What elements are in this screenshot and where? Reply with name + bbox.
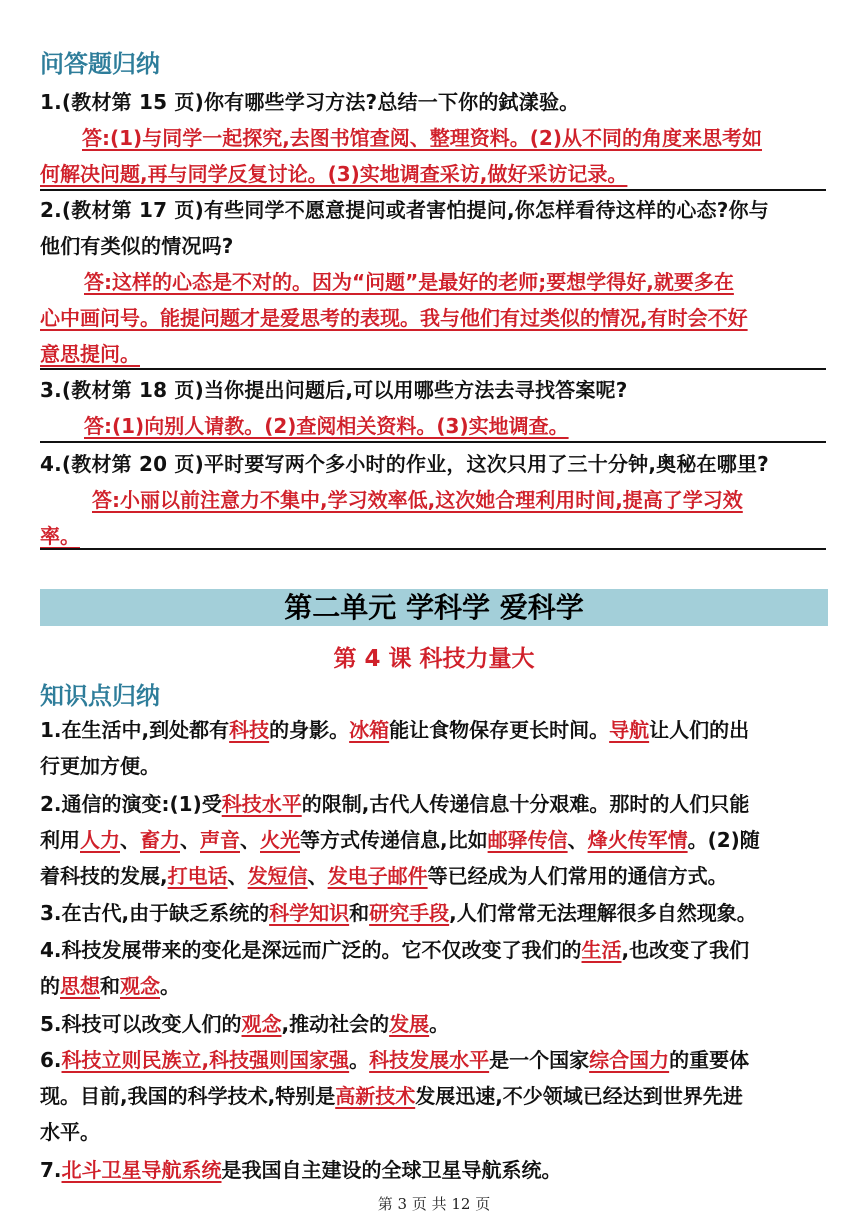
text-run: 3.在古代,由于缺乏系统的: [40, 901, 270, 925]
keyword: 观念: [120, 974, 160, 998]
text-run: 、: [180, 828, 200, 852]
answer-1: [40, 120, 830, 156]
knowledge-line: [40, 786, 830, 822]
keyword: 科技: [229, 718, 270, 742]
keyword: 发电子邮件: [327, 864, 428, 888]
answer-line: 意思提问。: [40, 342, 140, 366]
text-run: 。: [349, 1048, 370, 1072]
answer-4: [40, 482, 830, 518]
text-run: 、: [307, 864, 328, 888]
text-run: 着科技的发展,: [40, 864, 168, 888]
text-run: 的限制,古代人传递信息十分艰难。那时的人们只能: [301, 792, 750, 816]
text-run: 2.通信的演变:(1)受: [40, 792, 222, 816]
answer-1-cont: [40, 156, 830, 192]
answer-line: 率。: [40, 524, 80, 548]
knowledge-point-1: [40, 712, 830, 784]
knowledge-line: [40, 1152, 830, 1188]
text-run: 5.科技可以改变人们的: [40, 1012, 242, 1036]
answer-line: 答:(1)与同学一起探究,去图书馆查阅、整理资料。(2)从不同的角度来思考如: [82, 126, 762, 150]
keyword: 科技发展水平: [369, 1048, 490, 1072]
keyword: 人力: [80, 828, 120, 852]
knowledge-point-3: [40, 895, 830, 931]
text-run: 等方式传递信息,比如: [300, 828, 488, 852]
keyword: 高新技术: [335, 1084, 416, 1108]
knowledge-line: [40, 822, 830, 858]
answer-line: 答:这样的心态是不对的。因为“问题”是最好的老师;要想学得好,就要多在: [84, 270, 734, 294]
text-run: 。: [160, 974, 180, 998]
keyword: 打电话: [167, 864, 228, 888]
text-run: 现。目前,我国的科学技术,特别是: [40, 1084, 336, 1108]
keyword: 冰箱: [349, 718, 390, 742]
lesson-title: 第 4 课 科技力量大: [333, 646, 535, 672]
text-run: 是我国自主建设的全球卫星导航系统。: [221, 1158, 562, 1182]
text-run: 的身影。: [269, 718, 350, 742]
question-line: 1.(教材第 15 页)你有哪些学习方法?总结一下你的鉽漾验。: [40, 90, 580, 114]
keyword: 烽火传军情: [587, 828, 688, 852]
answer-line: 答:小丽以前注意力不集中,学习效率低,这次她合理利用时间,提高了学习效: [92, 488, 743, 512]
keyword: 科学知识: [269, 901, 350, 925]
text-run: 1.在生活中,到处都有: [40, 718, 230, 742]
text-run: 和: [100, 974, 120, 998]
question-2: [40, 192, 830, 264]
knowledge-line: [40, 1042, 830, 1078]
question-line: 2.(教材第 17 页)有些同学不愿意提问或者害怕提问,你怎样看待这样的心态?你与: [40, 198, 769, 222]
text-run: 能让食物保存更长时间。: [389, 718, 610, 742]
keyword: 研究手段: [369, 901, 450, 925]
text-run: 7.: [40, 1158, 62, 1182]
answer-rule: [40, 548, 826, 550]
keyword: 科技水平: [221, 792, 302, 816]
text-run: 、: [120, 828, 140, 852]
knowledge-point-5: [40, 1006, 830, 1042]
question-line: 3.(教材第 18 页)当你提出问题后,可以用哪些方法去寻找答案呢?: [40, 378, 628, 402]
knowledge-line: [40, 1078, 830, 1114]
knowledge-point-4: [40, 932, 830, 1004]
text-run: 等已经成为人们常用的通信方式。: [427, 864, 728, 888]
text-run: 的: [40, 974, 60, 998]
text-run: 是一个国家: [489, 1048, 590, 1072]
knowledge-line: [40, 748, 830, 784]
knowledge-point-7: [40, 1152, 830, 1188]
question-line: 他们有类似的情况吗?: [40, 234, 234, 258]
knowledge-line: [40, 1006, 830, 1042]
answer-rule: [40, 441, 826, 443]
question-4: [40, 446, 830, 482]
keyword: 导航: [609, 718, 650, 742]
keyword: 发短信: [247, 864, 308, 888]
text-run: 和: [349, 901, 370, 925]
answer-rule: [40, 368, 826, 370]
knowledge-line: [40, 968, 830, 1004]
text-run: 利用: [40, 828, 80, 852]
knowledge-line: [40, 712, 830, 748]
text-run: 让人们的出: [649, 718, 750, 742]
text-run: 水平。: [40, 1120, 100, 1144]
question-line: 4.(教材第 20 页)平时要写两个多小时的作业，这次只用了三十分钟,奥秘在哪里?: [40, 452, 769, 476]
keyword: 声音: [200, 828, 240, 852]
keyword: 观念: [241, 1012, 282, 1036]
knowledge-line: [40, 1114, 830, 1150]
knowledge-line: [40, 895, 830, 931]
answer-line: 何解决问题,再与同学反复讨论。(3)实地调查采访,做好采访记录。: [40, 162, 628, 186]
keyword: 科技立则民族立,科技强则国家强: [61, 1048, 350, 1072]
text-run: 。(2)随: [687, 828, 760, 852]
question-3: [40, 372, 830, 408]
page-number-footer: 第 3 页 共 12 页: [377, 1195, 491, 1213]
keyword: 发展: [389, 1012, 430, 1036]
answer-line: 心中画问号。能提问题才是爱思考的表现。我与他们有过类似的情况,有时会不好: [40, 306, 748, 330]
answer-line: 答:(1)向别人请教。(2)查阅相关资料。(3)实地调查。: [84, 414, 569, 438]
text-run: 的重要体: [669, 1048, 750, 1072]
keyword: 思想: [60, 974, 100, 998]
qa-section-heading: 问答题归纳: [40, 50, 160, 78]
text-run: 、: [240, 828, 260, 852]
text-run: 6.: [40, 1048, 62, 1072]
text-run: ,人们常常无法理解很多自然现象。: [449, 901, 757, 925]
knowledge-section-heading: 知识点归纳: [40, 682, 160, 710]
knowledge-line: [40, 858, 830, 894]
keyword: 火光: [260, 828, 300, 852]
keyword: 畜力: [140, 828, 180, 852]
text-run: 、: [567, 828, 588, 852]
knowledge-point-2: [40, 786, 830, 894]
answer-rule: [40, 189, 826, 191]
keyword: 邮驿传信: [487, 828, 568, 852]
knowledge-point-6: [40, 1042, 830, 1150]
text-run: ,推动社会的: [281, 1012, 390, 1036]
text-run: 行更加方便。: [40, 754, 160, 778]
answer-2: [40, 264, 830, 300]
keyword: 北斗卫星导航系统: [61, 1158, 222, 1182]
text-run: 。: [429, 1012, 450, 1036]
question-1: [40, 84, 830, 120]
keyword: 综合国力: [589, 1048, 670, 1072]
text-run: 4.科技发展带来的变化是深远而广泛的。它不仅改变了我们的: [40, 938, 582, 962]
text-run: ,也改变了我们: [621, 938, 750, 962]
unit-title: 第二单元 学科学 爱科学: [284, 591, 584, 624]
keyword: 生活: [581, 938, 622, 962]
knowledge-line: [40, 932, 830, 968]
text-run: 发展迅速,不少领域已经达到世界先进: [415, 1084, 743, 1108]
unit-title-banner: [40, 589, 828, 626]
answer-3: [40, 408, 830, 444]
answer-2-cont: [40, 300, 830, 372]
text-run: 、: [227, 864, 248, 888]
